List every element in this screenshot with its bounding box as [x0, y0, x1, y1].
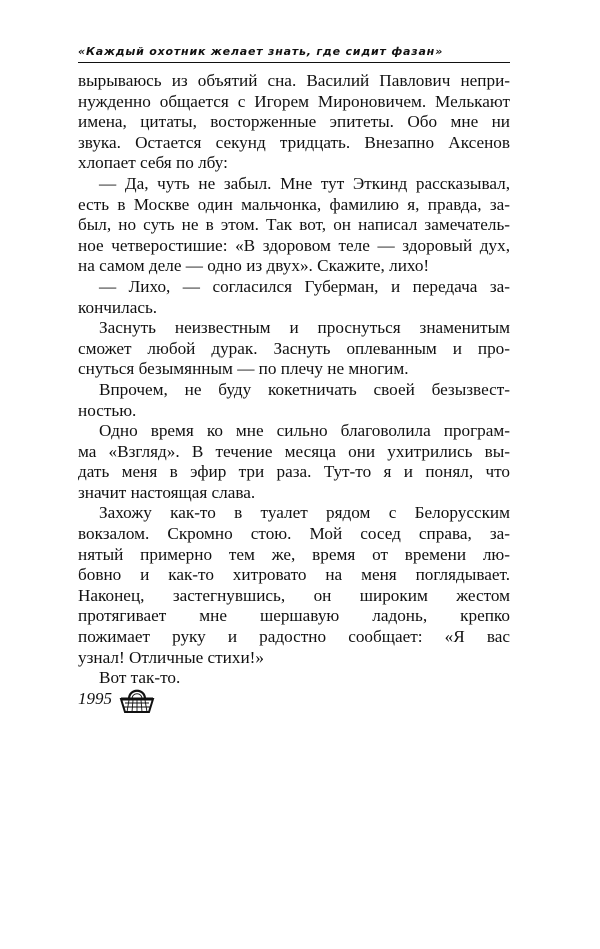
basket-icon [118, 684, 156, 714]
text-line: сможет любой дурак. Заснуть оплеванным и про- [78, 338, 510, 358]
text-line: бовно и как-то хитровато на меня поглядывает. [78, 565, 510, 585]
text-line: нятый примерно тем же, время от времени лю- [78, 544, 510, 564]
text-line: нужденно общается с Игорем Мироновичем. Мелькают [78, 91, 510, 111]
text-line: вырываюсь из объятий сна. Василий Павлович непри- [78, 71, 510, 90]
text-line: имена, цитаты, восторженные эпитеты. Обо мне ни [78, 112, 510, 132]
text-line: пожимает руку и радостно сообщает: «Я вас [78, 627, 510, 647]
text-line: протягивает мне шершавую ладонь, крепко [78, 606, 510, 626]
text-line: — Лихо, — согласился Губерман, и передача за- [99, 276, 510, 296]
text-line: был, но суть не в этом. Так вот, он написал замечатель- [78, 215, 510, 235]
text-line: Впрочем, не буду кокетничать своей безызвест- [99, 379, 510, 399]
header-rule [78, 62, 510, 63]
text-line: дать меня в эфир три раза. Тут-то я и понял, что [78, 462, 510, 482]
text-line: — Да, чуть не забыл. Мне тут Эткинд рассказывал, [99, 173, 510, 193]
text-line: кончилась. [78, 297, 158, 317]
text-line: вокзалом. Скромно стою. Мой сосед справа, за- [78, 524, 510, 544]
text-line: снуться безымянным — по плечу не многим. [78, 359, 409, 379]
text-line: значит настоящая слава. [78, 482, 256, 502]
text-line: ностью. [78, 400, 137, 420]
running-head: «Каждый охотник желает знать, где сидит фазан» [78, 45, 444, 58]
text-line: Наконец, застегнувшись, он широким жестом [78, 585, 510, 605]
text-line: есть в Москве один мальчонка, фамилию я, правда, за- [78, 194, 510, 214]
date-year: 1995 [78, 689, 112, 708]
text-line: на самом деле — одно из двух». Скажите, лихо! [78, 256, 430, 276]
text-line: узнал! Отличные стихи!» [78, 647, 264, 667]
body-text [78, 71, 510, 689]
text-line: Захожу как-то в туалет рядом с Белорусским [99, 503, 510, 523]
text-line: звука. Остается секунд тридцать. Внезапно Аксенов [78, 132, 510, 152]
text-line: хлопает себя по лбу: [78, 153, 228, 173]
dateline [78, 684, 156, 714]
text-line: Вот так-то. [99, 668, 181, 688]
text-line: ма «Взгляд». В течение месяца они ухитрились вы- [78, 441, 510, 461]
text-line: ное четверостишие: «В здоровом теле — здоровый дух, [78, 235, 510, 255]
text-line: Заснуть неизвестным и проснуться знаменитым [99, 318, 510, 338]
text-line: Одно время ко мне сильно благоволила програм- [99, 421, 510, 441]
